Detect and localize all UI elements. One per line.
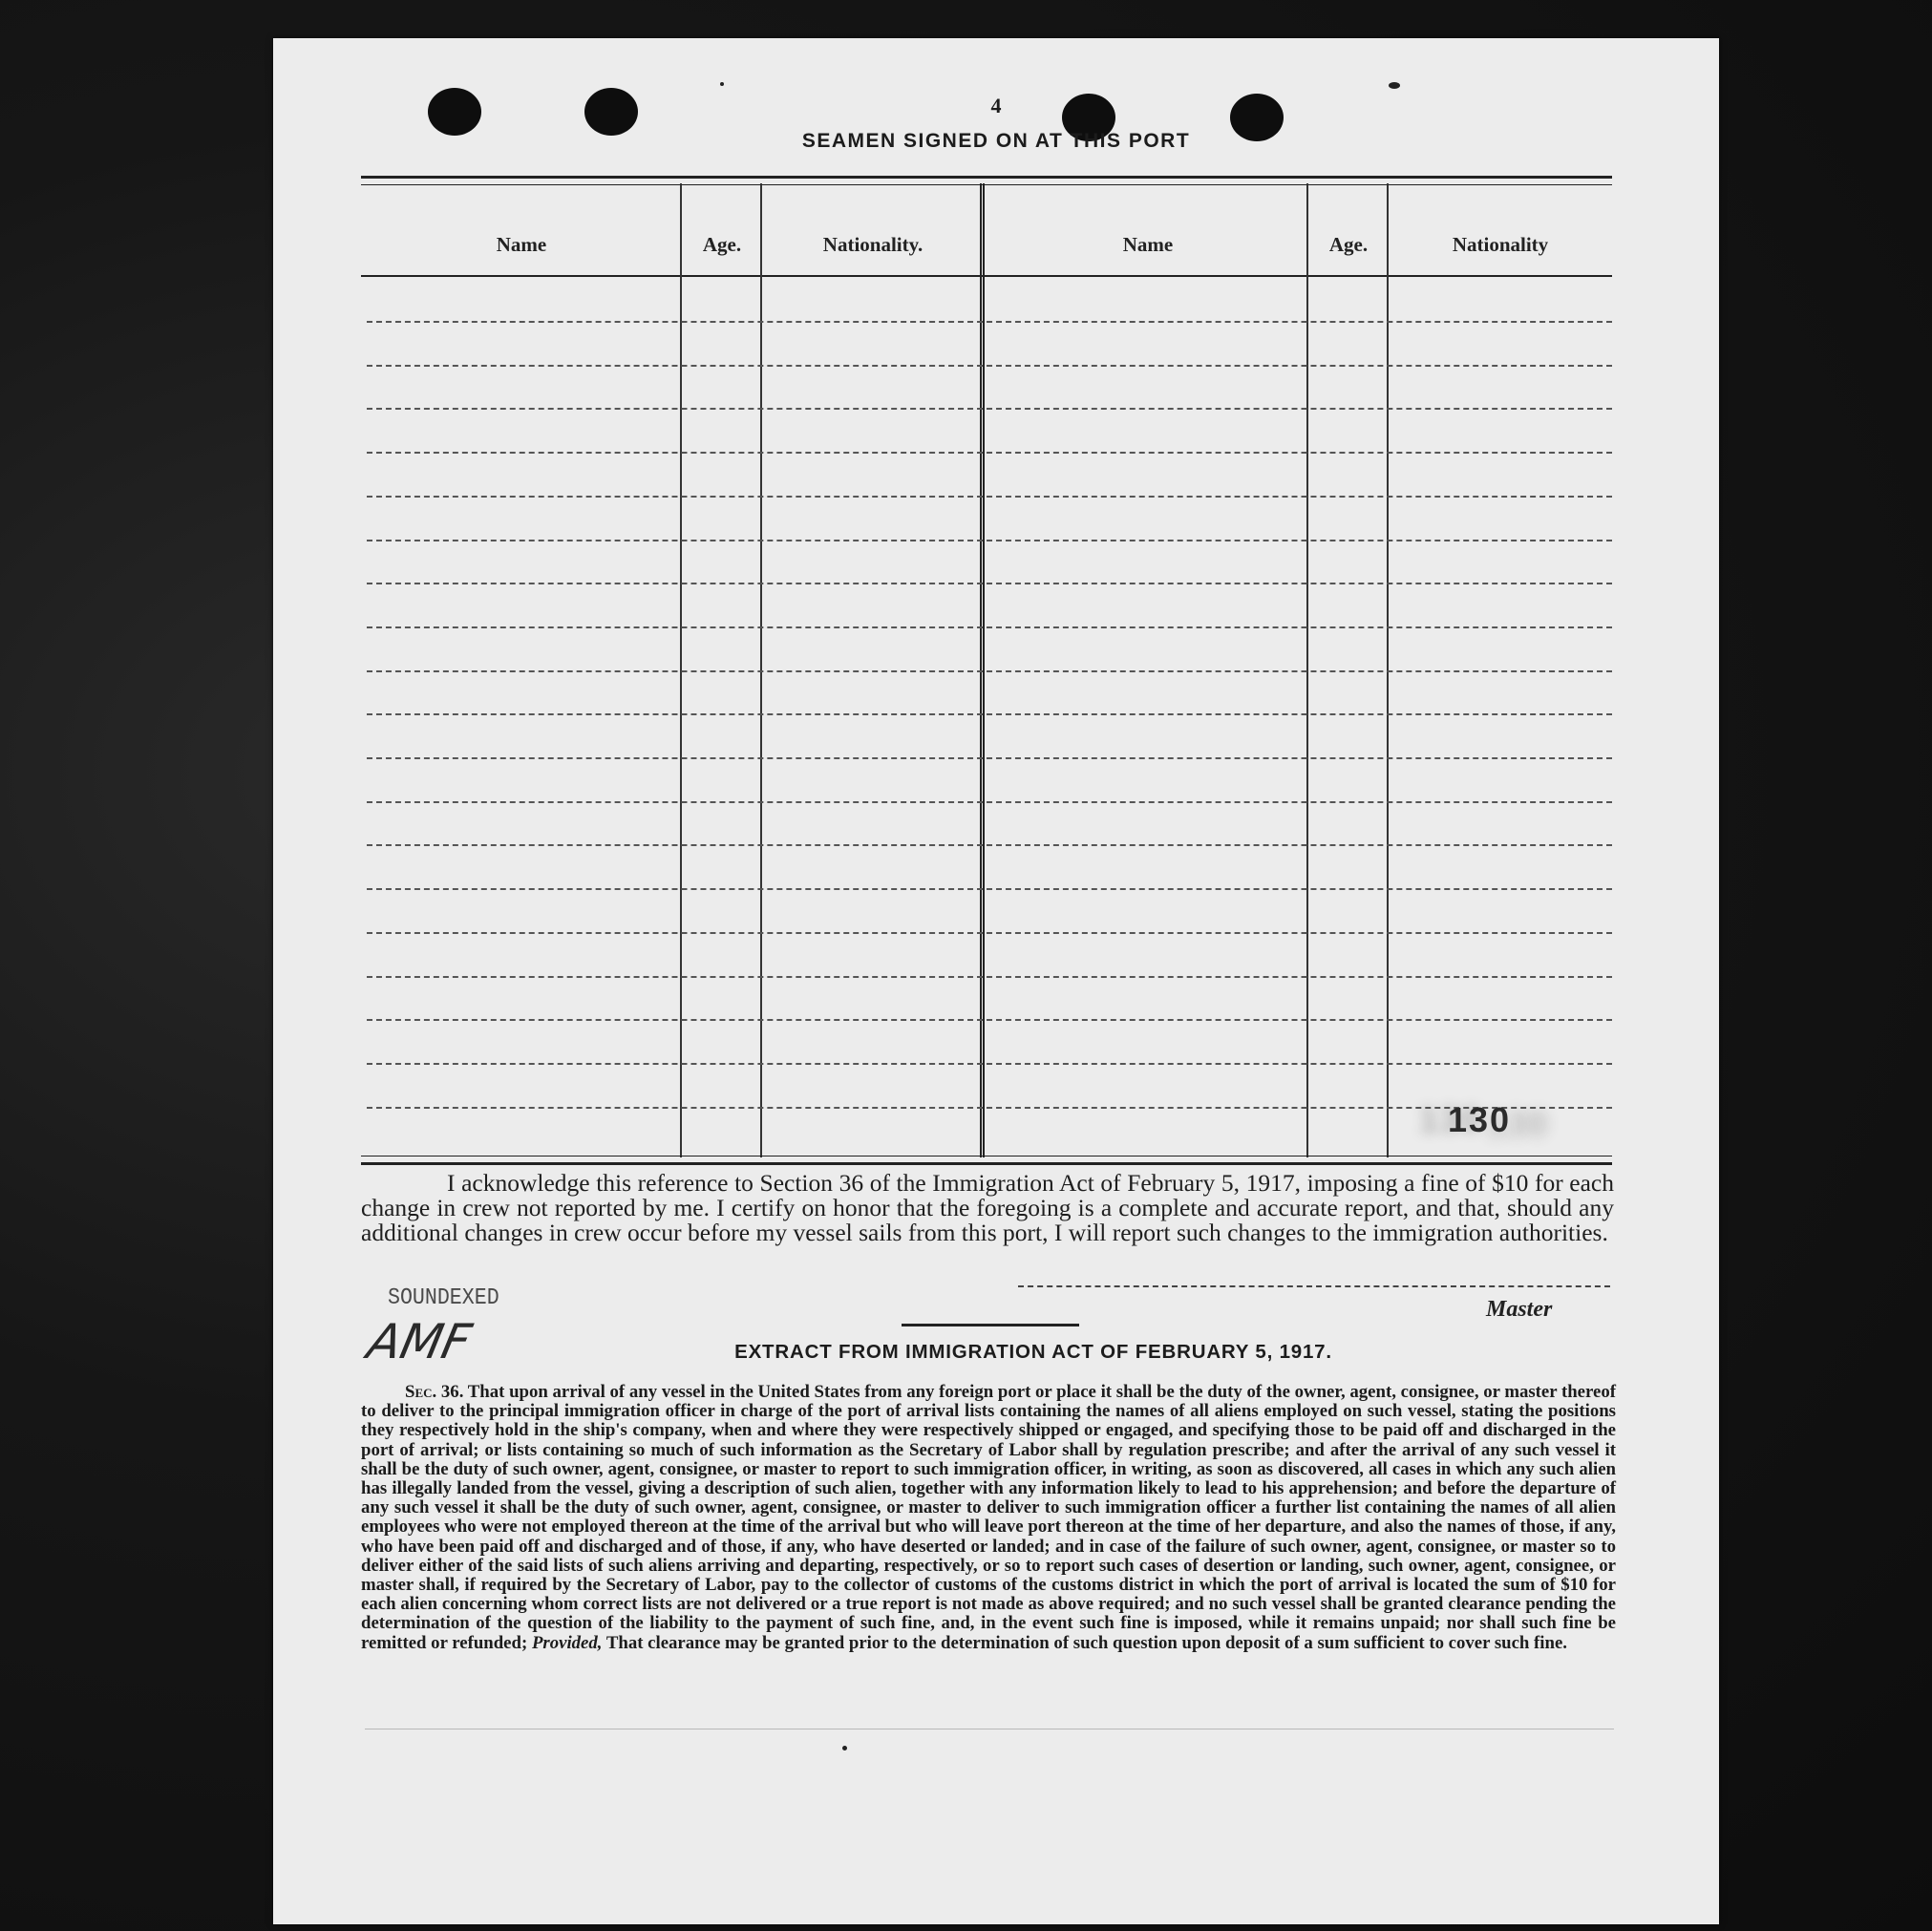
master-label: Master [1486, 1297, 1553, 1322]
table-row [367, 540, 1612, 541]
divider-rule [902, 1324, 1079, 1326]
table-row [367, 583, 1612, 584]
column-header-nationality-2: Nationality [1452, 233, 1549, 256]
speck [842, 1746, 847, 1751]
provided-word: Provided, [531, 1632, 603, 1653]
column-header-name: Name [496, 233, 547, 256]
speck [720, 82, 724, 86]
table-row [367, 1019, 1612, 1021]
table-row [367, 408, 1612, 410]
crew-table [361, 176, 1612, 1165]
section-title: SEAMEN SIGNED ON AT THIS PORT [801, 130, 1191, 152]
page-number: 4 [990, 94, 1002, 117]
table-row [367, 888, 1612, 890]
table-row [367, 932, 1612, 934]
handwritten-initials: AMF [362, 1314, 477, 1369]
extract-text: That upon arrival of any vessel in the United States from any foreign port or place it shall be the duty of the owner, agent, consignee, or master thereof to deliver to the principal immigration officer in charge of the port of arrival lists containing the names of all aliens employed on such vessel, stating the positions they respectively hold in the ship's company, when and where they were respectively shipped or engaged, and specifying those to be paid off and discharged in the port of arrival; or lists containing so much of such information as the Secretary of Labor shall by regulation prescribe; and after the arrival of any such vessel it shall be the duty of such owner, agent, consignee, or master to report to such immigration officer, in writing, as soon as discovered, all cases in which any such alien has illegally landed from the vessel, giving a description of such alien, together with any information likely to lead to his apprehension; and before the departure of any such vessel it shall be the duty of such owner, agent, consignee, or master to deliver to such immigration officer a further list containing the names of all alien employees who were not employed thereon at the time of the arrival but who will leave port thereon at the time of her departure, and also the names of those, if any, who have been paid off and discharged and of those, if any, who have deserted or landed; and in case of the failure of such owner, agent, consignee, or master so to deliver either of the said lists of such aliens arriving and departing, respectively, or so to report such cases of desertion or landing, such owner, agent, consignee, or master shall, if required by the Secretary of Labor, pay to the collector of customs of the customs district in which the port of arrival is located the sum of $10 for each alien concerning whom correct lists are not delivered or a true report is not made as above required; and no such vessel shall be granted clearance pending the determination of the question of the liability to the payment of such fine, and, in the event such fine is imposed, while it remains unpaid; nor shall such fine be remitted or refunded; [361, 1382, 1616, 1653]
table-row [367, 452, 1612, 454]
table-row [367, 496, 1612, 498]
table-row [367, 976, 1612, 978]
table-row [367, 365, 1612, 367]
table-row [367, 626, 1612, 628]
table-bottom-rule [361, 1156, 1612, 1165]
acknowledgment-body: I acknowledge this reference to Section 36 of the Immigration Act of February 5, 1917, imposing a fine of $10 for each change in crew not reported by me. I certify on honor that the foregoing is a complete and accurate report, and that, should any additional changes in crew occur before my vessel sails from this port, I will report such changes to the immigration authorities. [361, 1169, 1614, 1246]
column-header-age-2: Age. [1328, 233, 1369, 256]
section-label: Sec. 36. [405, 1382, 464, 1402]
table-top-rule [361, 176, 1612, 185]
extract-title: EXTRACT FROM IMMIGRATION ACT OF FEBRUARY 5, 1917. [734, 1341, 1332, 1363]
extract-text-end: That clearance may be granted prior to the determination of such question upon deposit of a sum sufficient to cover such fine. [605, 1632, 1568, 1653]
soundexed-stamp: SOUNDEXED [388, 1285, 499, 1311]
extract-body [361, 1383, 1616, 1653]
column-header-nationality: Nationality. [822, 233, 924, 256]
table-row [367, 1063, 1612, 1065]
table-header-rule [361, 275, 1612, 277]
master-signature-line [1018, 1285, 1610, 1287]
document-page [273, 38, 1719, 1924]
table-row [367, 321, 1612, 323]
column-header-age: Age. [702, 233, 742, 256]
stamp-number: 130 [1448, 1100, 1512, 1139]
table-row [367, 713, 1612, 715]
table-row [367, 757, 1612, 759]
table-row [367, 844, 1612, 846]
table-row [367, 670, 1612, 672]
speck [1389, 82, 1400, 89]
column-header-name-2: Name [1122, 233, 1174, 256]
acknowledgment-text [361, 1171, 1614, 1245]
table-row [367, 801, 1612, 803]
table-row [367, 1107, 1612, 1109]
